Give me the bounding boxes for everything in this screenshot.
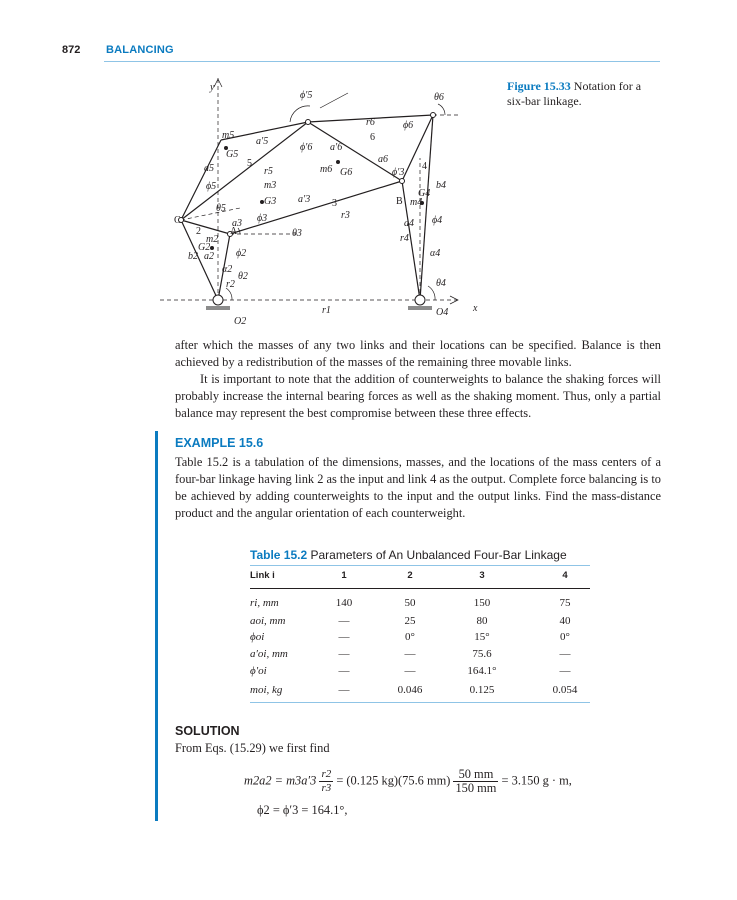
equation-1: m2a2 = m3a′3 $\frac{r2}{r3}$ = (0.125 kg)(75.6 mm) $\frac{50 mm}{150 mm}$ = 3.150 g · m, (244, 767, 572, 795)
eq1-frac-den: 150 mm (455, 781, 497, 795)
table-cell: 0.046 (397, 684, 423, 696)
label-phi6: ϕ6 (403, 120, 414, 131)
table-row-label: ri, mm (250, 597, 279, 609)
example-text: Table 15.2 is a tabulation of the dimensions, masses, and the locations of the mass centers of a four-bar linkage having link 2 as the input and link 4 as the output. Complete force balancing is to be achieved by adding counterweights to the input and the output links. Find the mass-distance product and the angular orientation of each counterweight. (175, 455, 661, 520)
table-cell: — (338, 648, 350, 660)
table-cell: 80 (476, 615, 488, 627)
label-phi5: ϕ5 (206, 181, 217, 192)
label-g2: G2 (198, 242, 211, 253)
table-header-3: 3 (479, 570, 485, 581)
label-r5: r5 (264, 166, 273, 177)
table-row-label: moi, kg (250, 684, 283, 696)
label-a3: a3 (232, 218, 242, 229)
label-phi3p: ϕ′3 (392, 167, 405, 178)
label-a5p: a′5 (256, 136, 269, 147)
table-top-rule (250, 565, 590, 566)
label-O4: O4 (436, 307, 449, 318)
label-m5: m5 (222, 130, 235, 141)
table-row-label: a′oi, mm (250, 648, 288, 660)
table-row-label: ϕ′oi (250, 665, 267, 677)
label-theta6: θ6 (434, 92, 444, 103)
table-title-text: Parameters of An Unbalanced Four-Bar Linkage (307, 548, 567, 562)
label-m3: m3 (264, 180, 277, 191)
label-phi4: ϕ4 (432, 215, 443, 226)
label-phi3: ϕ3 (257, 213, 268, 224)
table-header-rule (250, 588, 590, 589)
table-cell: — (404, 665, 416, 677)
label-r6: r6 (366, 117, 375, 128)
table-cell: — (338, 615, 350, 627)
table-cell: 25 (404, 615, 416, 627)
label-O2: O2 (234, 316, 247, 327)
table-cell: 75.6 (472, 648, 492, 660)
label-g4: G4 (418, 188, 431, 199)
solution-heading: SOLUTION (175, 724, 240, 738)
label-B: B (396, 196, 403, 207)
running-head: BALANCING (106, 44, 174, 56)
table-row-label: aoi, mm (250, 615, 286, 627)
table-cell: 150 (473, 597, 491, 609)
label-theta4: θ4 (436, 278, 446, 289)
label-A: A (230, 226, 238, 237)
table-cell: 0.125 (469, 684, 495, 696)
label-a3p: a′3 (298, 194, 311, 205)
label-link-4: 4 (422, 161, 427, 172)
label-b4: b4 (436, 180, 446, 191)
label-a4: a4 (404, 218, 414, 229)
six-bar-linkage-figure (160, 78, 500, 327)
eq1-lhs: m2a2 = m3a′3 (244, 773, 317, 788)
eq1-frac-num: 50 mm (453, 768, 498, 782)
table-cell: 140 (335, 597, 353, 609)
label-r2: r2 (226, 279, 235, 290)
label-r1: r1 (322, 305, 331, 316)
label-theta2: θ2 (238, 271, 248, 282)
table-header-link: Link i (250, 570, 275, 581)
figure-caption-text: Notation for a six-bar linkage. (507, 79, 642, 108)
label-r3: r3 (341, 210, 350, 221)
label-x: x (473, 303, 478, 314)
label-theta3: θ3 (292, 228, 302, 239)
label-link-2: 2 (196, 226, 201, 237)
label-g6: G6 (340, 167, 353, 178)
label-phi5p: ϕ′5 (300, 90, 313, 101)
body-paragraph-2: It is important to note that the addition of counterweights to balance the shaking forces will probably increase the internal bearing forces as well as the shaking moment. Thus, only a partial balance may represent the best compromise between these three effects. (175, 372, 661, 420)
table-title (250, 548, 567, 562)
label-b2: b2 (188, 251, 198, 262)
figure-caption (507, 79, 659, 109)
label-alpha2: α2 (222, 264, 233, 275)
solution-text: From Eqs. (15.29) we first find (175, 741, 330, 755)
table-header-4: 4 (562, 570, 568, 581)
table-cell: — (559, 648, 571, 660)
label-a2: a2 (204, 251, 214, 262)
table-cell: 0° (560, 631, 570, 643)
label-m6: m6 (320, 164, 333, 175)
label-link-3: 3 (332, 198, 337, 209)
table-cell: 164.1° (467, 665, 497, 677)
table-header-2: 2 (407, 570, 413, 581)
table-header-1: 1 (341, 570, 347, 581)
table-cell: — (338, 631, 350, 643)
label-a5: a5 (204, 163, 214, 174)
table-cell: 0.054 (552, 684, 578, 696)
example-sidebar (155, 431, 158, 821)
eq1-mid: = (0.125 kg)(75.6 mm) (336, 773, 451, 788)
header-rule (104, 61, 660, 62)
equation-2: ϕ2 = ϕ′3 = 164.1°, (257, 803, 348, 817)
label-m4: m4 (410, 197, 423, 208)
label-phi6p: ϕ′6 (300, 142, 313, 153)
page-number: 872 (62, 44, 81, 56)
table-cell: — (559, 665, 571, 677)
label-r4: r4 (400, 233, 409, 244)
table-cell: 75 (559, 597, 571, 609)
body-paragraph-1: after which the masses of any two links and their locations can be specified. Balance is then achieved by a redistribution of the masses of the remaining three movable links. (175, 338, 661, 369)
label-a6p: a′6 (330, 142, 343, 153)
label-theta5: θ5 (216, 203, 226, 214)
table-cell: — (338, 665, 350, 677)
table-label: Table 15.2 (250, 548, 308, 562)
example-heading: EXAMPLE 15.6 (175, 436, 264, 450)
label-a6: a6 (378, 154, 388, 165)
label-m2: m2 (206, 234, 219, 245)
label-link-5: 5 (247, 158, 252, 169)
label-C: C (174, 215, 181, 226)
table-cell: 15° (474, 631, 490, 643)
label-phi2: ϕ2 (236, 248, 247, 259)
eq1-result: = 3.150 g · m, (501, 773, 572, 788)
table-cell: — (338, 684, 350, 696)
table-cell: 40 (559, 615, 571, 627)
label-g5: G5 (226, 149, 239, 160)
figure-label: Figure 15.33 (507, 79, 571, 93)
label-y: y (210, 82, 215, 93)
label-alpha4: α4 (430, 248, 441, 259)
table-cell: 50 (404, 597, 416, 609)
table-bottom-rule (250, 702, 590, 703)
table-cell: — (404, 648, 416, 660)
label-g3: G3 (264, 196, 277, 207)
table-row-label: ϕoi (250, 631, 265, 643)
label-link-6: 6 (370, 132, 375, 143)
table-cell: 0° (405, 631, 415, 643)
